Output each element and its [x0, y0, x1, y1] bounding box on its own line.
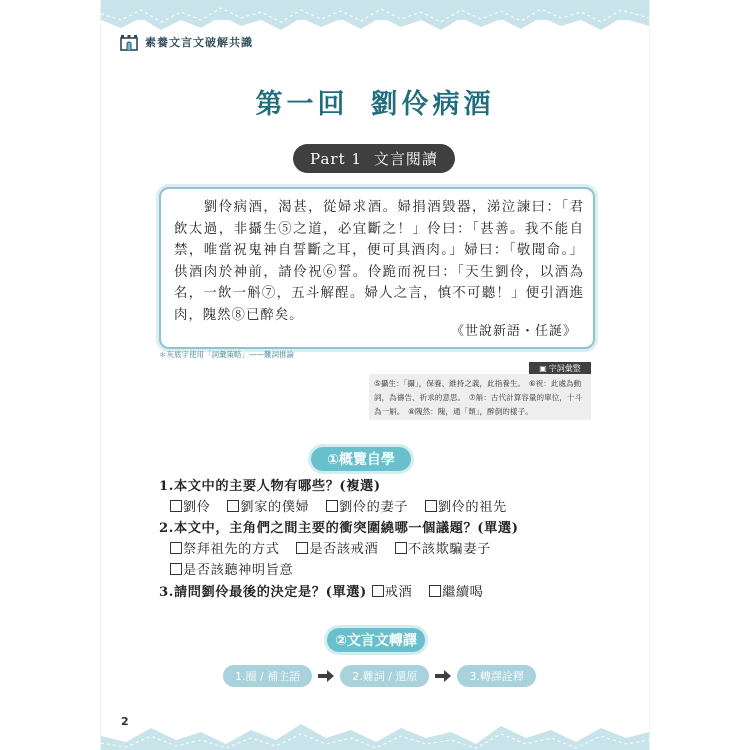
part-title: 文言閱讀 [373, 150, 438, 168]
checkbox-icon[interactable] [425, 500, 437, 512]
q2-option[interactable]: 是否該戒酒 [296, 539, 378, 560]
vocabulary-strategy-note: ＊灰底字使用「詞彙策略」——難詞推論 [159, 350, 294, 359]
section-overview-label: ①概覽自學 [327, 452, 395, 468]
q3-option[interactable]: 戒酒 [372, 582, 413, 603]
section-heading-overview [311, 447, 411, 471]
brand-header [119, 32, 253, 52]
flow-step: 2.難詞 / 還原 [340, 665, 429, 687]
top-wave-decoration [101, 0, 649, 36]
translation-flow [223, 665, 536, 687]
checkbox-icon[interactable] [296, 542, 308, 554]
question-1-options [159, 497, 599, 518]
q1-option[interactable]: 劉家的僕婦 [227, 497, 309, 518]
brand-text: 素養文言文破解共識 [145, 36, 253, 49]
q1-option[interactable]: 劉伶的祖先 [425, 497, 507, 518]
checkbox-icon[interactable] [227, 500, 239, 512]
checkbox-icon[interactable] [395, 542, 407, 554]
flow-step: 3.轉譯詮釋 [457, 665, 536, 687]
checkbox-icon[interactable] [170, 542, 182, 554]
checkbox-icon[interactable] [170, 563, 182, 575]
flow-step: 1.圈 / 補主語 [223, 665, 312, 687]
q1-option[interactable]: 劉伶的妻子 [326, 497, 408, 518]
checkbox-icon[interactable] [429, 585, 441, 597]
vocab-notes: ⑤攝生：「攝」，保養、維持之義，此指養生。 ⑥祝：此處為動詞，為禱告、祈求的意思。 ⑦斛：古代計算容量的單位，十斗為一斛。 ⑧隗然：隗，通「頹」，醉倒的樣子。 [369, 374, 591, 420]
q1-option[interactable]: 劉伶 [170, 497, 211, 518]
castle-logo-icon [119, 32, 139, 52]
vocab-tab [529, 362, 591, 374]
reading-passage-box [159, 187, 595, 349]
part-heading [293, 144, 455, 173]
chapter-title [101, 82, 649, 121]
question-2-title: 2.本文中，主角們之間主要的衝突圍繞哪一個議題？(單選) [159, 521, 519, 536]
part-label: Part 1 [310, 149, 362, 168]
book-icon: ▣ [539, 363, 547, 373]
arrow-right-icon [318, 670, 334, 682]
document-page [101, 0, 649, 750]
chapter-name: 劉伶病酒 [370, 89, 495, 120]
bottom-wave-decoration [101, 710, 649, 750]
checkbox-icon[interactable] [372, 585, 384, 597]
question-3 [159, 582, 599, 603]
q2-option[interactable]: 是否該聽神明旨意 [170, 560, 293, 581]
reading-passage-text: 劉伶病酒，渴甚，從婦求酒。婦捐酒毀器，涕泣諫曰：「君飲太過，非攝生⑤之道，必宜斷之！」伶曰：「甚善。我不能自禁，唯當祝鬼神自誓斷之耳，便可具酒肉。」婦曰：「敬聞命。」供酒肉於神前，請伶祝⑥誓。伶跪而祝曰：「天生劉伶，以酒為名，一飲一斛⑦，五斗解酲。婦人之言，慎不可聽！」便引酒進肉，隗然⑧已醉矣。 [174, 200, 584, 323]
q3-option[interactable]: 繼續喝 [429, 582, 483, 603]
question-2 [159, 518, 599, 581]
checkbox-icon[interactable] [170, 500, 182, 512]
arrow-right-icon [435, 670, 451, 682]
chapter-number: 第一回 [255, 89, 349, 120]
section-translation-label: ②文言文轉譯 [335, 633, 417, 649]
reading-source: 《世說新語・任誕》 [450, 324, 577, 339]
question-3-title: 3.請問劉伶最後的決定是？(單選) [159, 585, 367, 600]
question-1-title: 1.本文中的主要人物有哪些？(複選) [159, 479, 381, 494]
question-1 [159, 476, 599, 518]
question-2-options [159, 539, 599, 581]
q2-option[interactable]: 不該欺騙妻子 [395, 539, 491, 560]
section-heading-translation [327, 628, 425, 652]
checkbox-icon[interactable] [326, 500, 338, 512]
page-number: 2 [121, 715, 129, 728]
vocab-tab-label: 字詞彙整 [548, 363, 581, 373]
q2-option[interactable]: 祭拜祖先的方式 [170, 539, 280, 560]
